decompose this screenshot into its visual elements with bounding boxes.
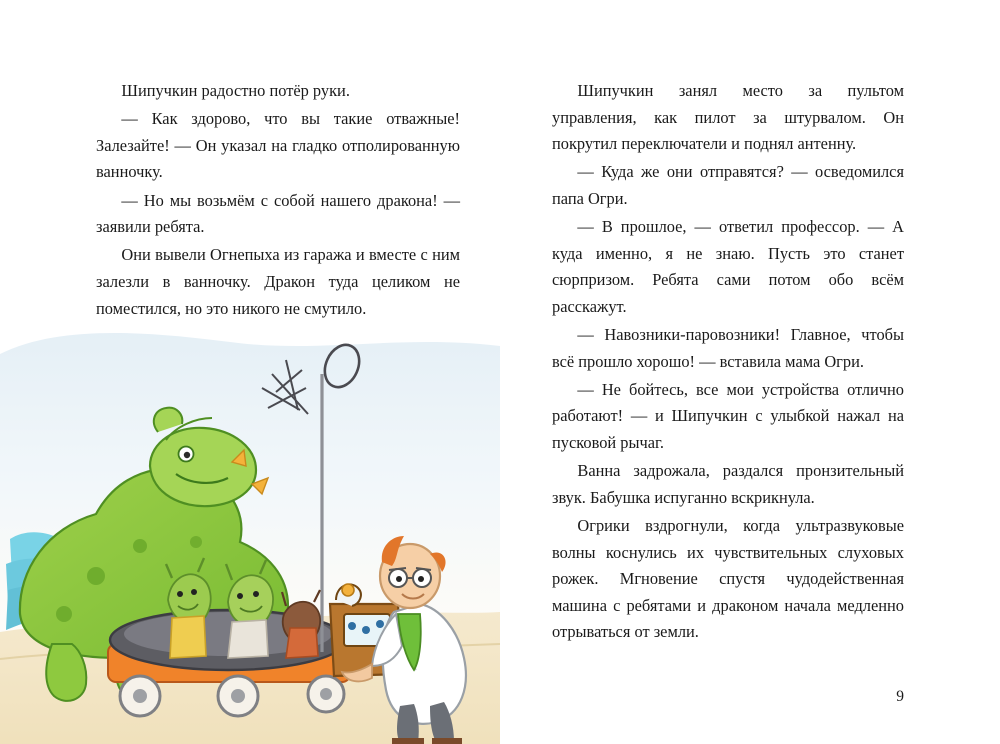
paragraph: Шипучкин занял место за пультом управления, как пилот за штурвалом. Он покрутил переключатели и поднял антенну. <box>552 81 904 154</box>
paragraph: — Но мы возьмём с собой нашего дракона! — заявили ребята. <box>96 190 460 237</box>
right-page <box>500 0 1000 744</box>
paragraph: Шипучкин радостно потёр руки. <box>121 81 350 100</box>
paragraph: — Куда же они отправятся? — осведомился папа Огри. <box>552 162 904 208</box>
illustration-time-machine <box>0 314 500 744</box>
paragraph: — Навозники-паровозники! Главное, чтобы всё прошло хорошо! — вставила мама Огри. <box>552 325 904 371</box>
paragraph: Ванна задрожала, раздался пронзительный звук. Бабушка испуганно вскрикнула. <box>552 461 904 507</box>
paragraph: — Не бойтесь, все мои устройства отлично работают! — и Шипучкин с улыбкой нажал на пусковой рычаг. <box>552 379 904 453</box>
paragraph: — В прошлое, — ответил профессор. — А куда именно, я не знаю. Пусть это станет сюрпризом. Ребята сами потом обо всём расскажут. <box>552 217 904 316</box>
paragraph: Они вывели Огнепыха из гаража и вместе с ним залезли в ванночку. Дракон туда целиком не поместился, но это никого не смутило. <box>96 245 460 318</box>
page-number: 9 <box>896 688 904 705</box>
left-page-text <box>96 78 460 322</box>
paragraph: — Как здорово, что вы такие отважные! Залезайте! — Он указал на гладко отполированную ванночку. <box>96 109 460 182</box>
paragraph: Огрики вздрогнули, когда ультразвуковые волны коснулись их чувствительных слуховых рожек. Мгновение спустя чудодейственная машина с ребятами и драконом начала медленно отрываться от земли. <box>552 516 904 642</box>
